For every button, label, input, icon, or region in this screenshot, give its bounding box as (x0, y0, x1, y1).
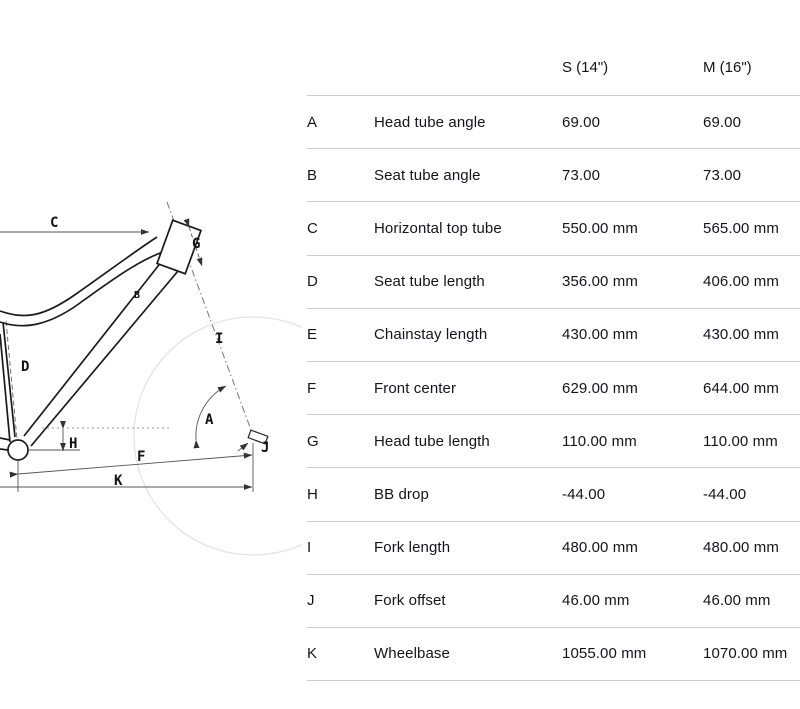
size-column-s: S (14") (562, 59, 609, 76)
row-value-s: 480.00 mm (562, 539, 638, 557)
row-value-s: 430.00 mm (562, 326, 638, 344)
dimension-lines (0, 227, 253, 492)
row-value-m: 73.00 (703, 166, 742, 184)
row-key: K (307, 645, 318, 663)
row-key: E (307, 326, 318, 344)
row-label: Chainstay length (374, 326, 488, 344)
label-head-angle-A: A (205, 412, 214, 428)
row-label: Head tube angle (374, 113, 486, 131)
row-value-s: 1055.00 mm (562, 645, 647, 663)
row-label: Horizontal top tube (374, 219, 502, 237)
row-value-s: 46.00 mm (562, 592, 630, 610)
table-row (307, 201, 800, 254)
front-wheel-circle (134, 317, 302, 555)
row-label: Head tube length (374, 432, 490, 450)
table-row (307, 467, 800, 520)
row-key: G (307, 432, 319, 450)
row-value-m: 69.00 (703, 113, 742, 131)
row-value-m: 110.00 mm (703, 432, 778, 450)
row-label: BB drop (374, 485, 429, 503)
row-value-s: 629.00 mm (562, 379, 638, 397)
row-label: Fork offset (374, 592, 446, 610)
label-front-center-F: F (137, 449, 146, 465)
geometry-rows (307, 95, 800, 680)
row-value-m: 1070.00 mm (703, 645, 788, 663)
row-label: Wheelbase (374, 645, 450, 663)
row-key: H (307, 485, 318, 503)
row-value-s: 550.00 mm (562, 219, 638, 237)
bottom-bracket (8, 440, 28, 460)
row-key: F (307, 379, 317, 397)
label-head-tube-G: G (192, 236, 201, 252)
label-bb-drop-H: H (69, 436, 78, 452)
row-key: I (307, 539, 312, 557)
row-label: Front center (374, 379, 457, 397)
size-column-m: M (16") (703, 59, 752, 76)
geometry-table-header (307, 40, 800, 95)
label-fork-offset-J: J (261, 440, 270, 456)
row-value-m: -44.00 (703, 485, 747, 503)
table-row (307, 574, 800, 627)
row-key: B (307, 166, 318, 184)
table-row (307, 255, 800, 308)
row-value-s: 73.00 (562, 166, 601, 184)
bike-geometry-diagram (0, 0, 302, 709)
table-row (307, 95, 800, 148)
label-wheelbase-K: K (114, 473, 123, 489)
label-top-tube-C: C (50, 215, 59, 231)
table-end-divider (307, 680, 800, 681)
row-value-s: -44.00 (562, 485, 606, 503)
row-label: Seat tube length (374, 273, 485, 291)
label-seat-tube-D: D (21, 359, 30, 375)
row-label: Fork length (374, 539, 451, 557)
row-value-s: 356.00 mm (562, 273, 638, 291)
table-row (307, 414, 800, 467)
table-row (307, 148, 800, 201)
geometry-table (307, 40, 800, 681)
row-key: J (307, 592, 315, 610)
row-value-m: 430.00 mm (703, 326, 779, 344)
table-row (307, 361, 800, 414)
label-seat-angle-B: B (134, 290, 141, 301)
frame-tubes (0, 237, 178, 450)
row-value-s: 69.00 (562, 113, 601, 131)
row-label: Seat tube angle (374, 166, 481, 184)
row-key: C (307, 219, 318, 237)
table-row (307, 308, 800, 361)
row-key: A (307, 113, 318, 131)
seat-tube-axis-line (6, 321, 18, 450)
row-value-m: 644.00 mm (703, 379, 779, 397)
row-value-m: 406.00 mm (703, 273, 779, 291)
row-value-s: 110.00 mm (562, 432, 637, 450)
row-value-m: 46.00 mm (703, 592, 771, 610)
row-value-m: 480.00 mm (703, 539, 779, 557)
table-row (307, 627, 800, 680)
row-key: D (307, 273, 318, 291)
label-fork-length-I: I (215, 331, 224, 347)
row-value-m: 565.00 mm (703, 219, 779, 237)
table-row (307, 521, 800, 574)
